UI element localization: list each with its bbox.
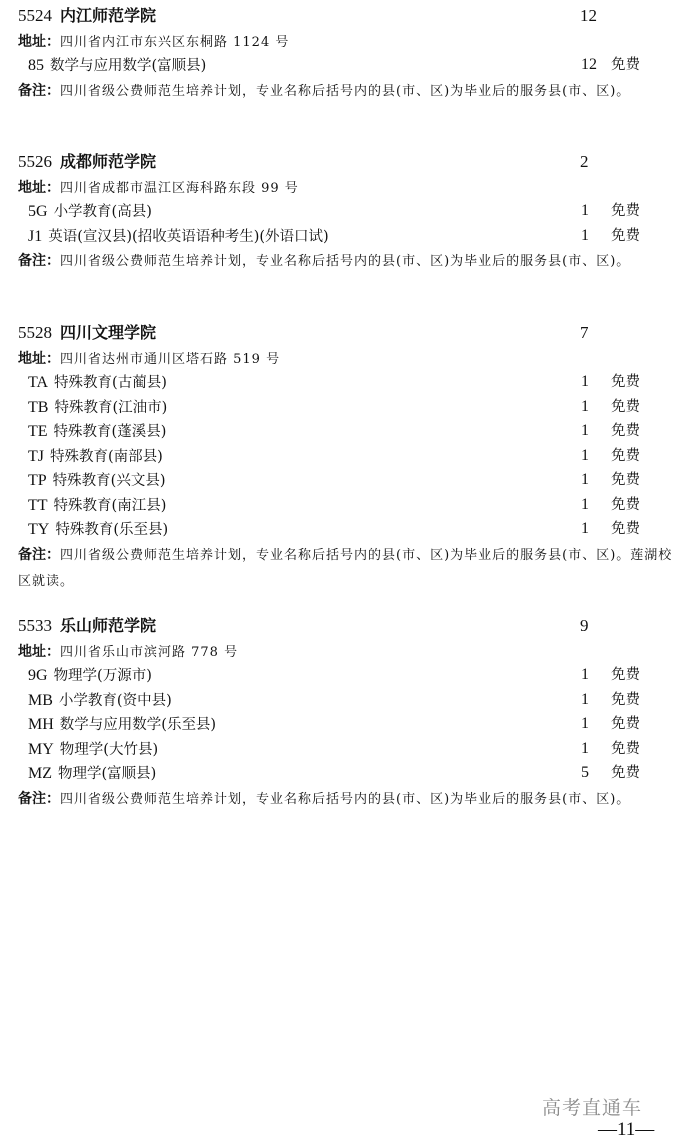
school-code: 5526 (18, 152, 52, 171)
major-row (18, 53, 673, 78)
address-label: 地址： (18, 179, 60, 196)
address-text: 四川省成都市温江区海科路东段 99 号 (60, 180, 299, 196)
major-name: 物理学(万源市) (53, 668, 152, 684)
major-fee: 免费 (611, 227, 640, 244)
major-name: 英语(宣汉县)(招收英语语种考生)(外语口试) (48, 228, 329, 245)
major-fee: 免费 (611, 423, 640, 439)
major-fee: 免费 (611, 691, 640, 708)
school-note (18, 786, 673, 811)
major-fee: 免费 (611, 57, 640, 73)
school-note (18, 542, 673, 589)
major-count: 1 (581, 715, 589, 732)
major-count: 1 (581, 690, 589, 708)
major-fee: 免费 (611, 203, 640, 219)
major-name: 小学教育(资中县) (58, 692, 172, 709)
school-name: 成都师范学院 (60, 152, 157, 171)
major-row (18, 761, 673, 786)
major-code: TJ (28, 447, 44, 465)
note-text: 四川省级公费师范生培养计划，专业名称后括号内的县(市、区)为毕业后的服务县(市、区)。 (60, 791, 631, 807)
major-count: 1 (581, 495, 589, 513)
note-text: 四川省级公费师范生培养计划，专业名称后括号内的县(市、区)为毕业后的服务县(市、区)。 (60, 254, 631, 269)
major-count: 12 (581, 56, 597, 73)
school-code: 5533 (18, 616, 52, 635)
major-fee: 免费 (611, 716, 640, 732)
school-block-5526 (18, 150, 673, 273)
note-label: 备注： (18, 253, 60, 269)
school-block-5528 (18, 321, 673, 589)
major-name: 特殊教育(蓬溪县) (53, 424, 167, 440)
school-code: 5524 (18, 6, 52, 25)
major-name: 数学与应用数学(富顺县) (50, 58, 207, 74)
school-header (18, 4, 673, 29)
major-fee: 免费 (611, 740, 640, 757)
major-name: 特殊教育(乐至县) (55, 522, 169, 538)
major-row (18, 370, 673, 395)
school-address (18, 346, 673, 371)
major-count: 1 (581, 446, 589, 464)
school-quota: 9 (580, 616, 589, 635)
note-label: 备注： (18, 82, 60, 99)
major-name: 物理学(富顺县) (58, 766, 157, 782)
major-fee: 免费 (611, 521, 640, 537)
major-row (18, 493, 673, 518)
major-count: 5 (581, 764, 589, 781)
school-address (18, 175, 673, 200)
major-name: 特殊教育(南部县) (50, 448, 163, 465)
major-code: 5G (28, 203, 48, 220)
major-count: 1 (581, 373, 589, 390)
major-row (18, 712, 673, 737)
school-address (18, 639, 673, 664)
major-name: 特殊教育(江油市) (54, 399, 168, 416)
major-count: 1 (581, 666, 589, 683)
school-name: 乐山师范学院 (60, 616, 157, 635)
school-header (18, 614, 673, 639)
school-name: 四川文理学院 (60, 323, 157, 342)
major-name: 数学与应用数学(乐至县) (59, 717, 217, 733)
major-code: 9G (28, 667, 48, 684)
school-block-5524 (18, 4, 673, 102)
address-text: 四川省内江市东兴区东桐路 1124 号 (60, 34, 290, 50)
major-fee: 免费 (611, 765, 640, 781)
major-code: MB (28, 691, 53, 709)
major-row (18, 199, 673, 224)
major-row (18, 395, 673, 420)
school-quota: 7 (580, 323, 589, 342)
major-name: 特殊教育(南江县) (53, 497, 167, 514)
major-row (18, 444, 673, 469)
major-code: 85 (28, 57, 44, 74)
major-row (18, 419, 673, 444)
major-count: 1 (581, 202, 589, 219)
major-row (18, 737, 673, 762)
major-count: 1 (581, 739, 589, 757)
school-note (18, 78, 673, 103)
major-fee: 免费 (611, 496, 640, 513)
major-name: 物理学(大竹县) (59, 741, 159, 758)
major-fee: 免费 (611, 374, 640, 390)
school-header (18, 321, 673, 346)
major-fee: 免费 (611, 667, 640, 683)
major-name: 特殊教育(兴文县) (52, 473, 166, 489)
major-row (18, 224, 673, 249)
major-count: 1 (581, 471, 589, 488)
major-code: TT (28, 496, 48, 514)
major-count: 1 (581, 226, 589, 244)
note-text: 四川省级公费师范生培养计划，专业名称后括号内的县(市、区)为毕业后的服务县(市、区)。 (60, 83, 631, 99)
page-number: —11— (598, 1119, 655, 1140)
major-count: 1 (581, 422, 589, 439)
major-code: TA (28, 374, 49, 391)
major-count: 1 (581, 397, 589, 415)
major-code: TB (28, 398, 49, 416)
school-header (18, 150, 673, 175)
major-name: 特殊教育(古蔺县) (54, 375, 167, 391)
major-code: MZ (28, 765, 52, 782)
major-row (18, 468, 673, 493)
major-row (18, 688, 673, 713)
major-code: J1 (28, 227, 43, 245)
major-code: MY (28, 740, 54, 758)
address-label: 地址： (18, 33, 60, 50)
address-label: 地址： (18, 643, 60, 660)
major-fee: 免费 (611, 398, 640, 415)
major-code: MH (28, 716, 54, 733)
address-text: 四川省乐山市滨河路 778 号 (60, 644, 239, 660)
school-note (18, 248, 673, 273)
school-quota: 12 (580, 6, 597, 25)
school-quota: 2 (580, 152, 589, 171)
school-address (18, 29, 673, 54)
note-label: 备注： (18, 546, 60, 563)
school-code: 5528 (18, 323, 52, 342)
watermark-text: 高考直通车 (542, 1097, 643, 1119)
major-fee: 免费 (611, 472, 640, 488)
address-label: 地址： (18, 350, 60, 367)
major-name: 小学教育(高县) (53, 204, 152, 220)
major-count: 1 (581, 520, 589, 537)
major-code: TP (28, 472, 47, 489)
note-text: 四川省级公费师范生培养计划，专业名称后括号内的县(市、区)为毕业后的服务县(市、区)。莲湖校区就读。 (18, 547, 673, 589)
school-name: 内江师范学院 (60, 6, 157, 25)
major-code: TY (28, 521, 50, 538)
major-fee: 免费 (611, 447, 640, 464)
note-label: 备注： (18, 790, 60, 807)
major-code: TE (28, 423, 48, 440)
major-row (18, 663, 673, 688)
address-text: 四川省达州市通川区塔石路 519 号 (60, 351, 281, 367)
major-row (18, 517, 673, 542)
school-block-5533 (18, 614, 673, 810)
